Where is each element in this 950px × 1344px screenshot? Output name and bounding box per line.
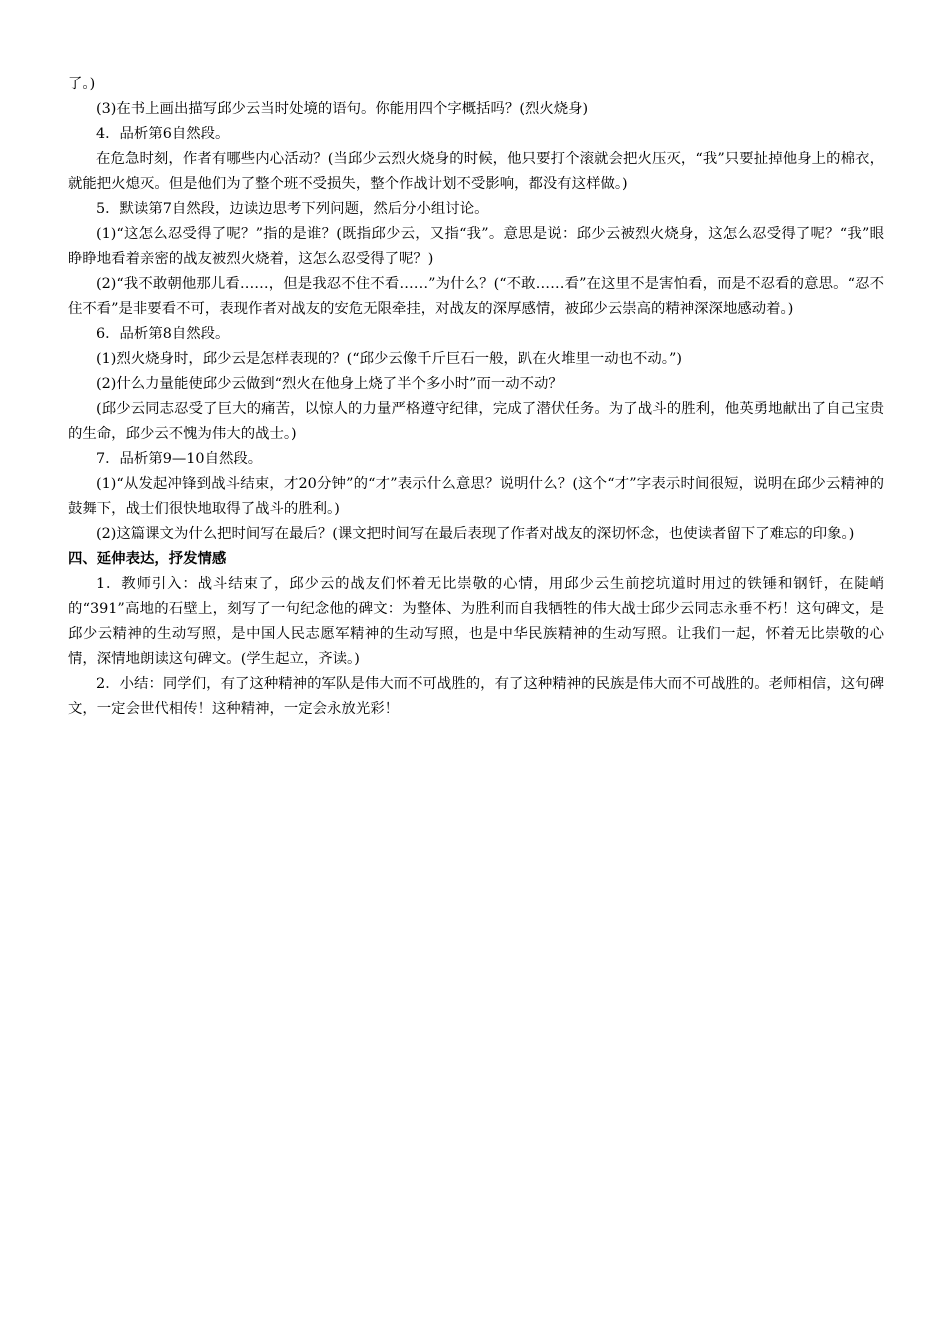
section-6-item: 6．品析第8自然段。: [96, 326, 230, 342]
document-page: [68, 72, 884, 722]
question-1-paragraph: (1)烈火烧身时，邱少云是怎样表现的？(“邱少云像千斤巨石一般，趴在火堆里一动也不动。”): [96, 351, 682, 367]
section-7-item: 7．品析第9—10自然段。: [96, 451, 263, 467]
question-1-paragraph: (1)“这怎么忍受得了呢？”指的是谁？(既指邱少云，又指“我”。意思是说：邱少云被烈火烧身，这怎么忍受得了呢？“我”眼睁睁地看着亲密的战友被烈火烧着，这怎么忍受得了呢？): [68, 226, 884, 267]
question-2-paragraph: (2)什么力量能使邱少云做到“烈火在他身上烧了半个多小时”而一动不动？: [96, 376, 563, 392]
question-1-paragraph: (1)“从发起冲锋到战斗结束，才20分钟”的“才”表示什么意思？说明什么？(这个“才”字表示时间很短，说明在邱少云精神的鼓舞下，战士们很快地取得了战斗的胜利。): [68, 476, 884, 517]
answer-paragraph: (邱少云同志忍受了巨大的痛苦，以惊人的力量严格遵守纪律，完成了潜伏任务。为了战斗的胜利，他英勇地献出了自己宝贵的生命，邱少云不愧为伟大的战士。): [68, 401, 884, 442]
section-5-item: 5．默读第7自然段，边读边思考下列问题，然后分小组讨论。: [96, 201, 489, 217]
question-2-paragraph: (2)这篇课文为什么把时间写在最后？(课文把时间写在最后表现了作者对战友的深切怀念，也使读者留下了难忘的印象。): [96, 526, 855, 542]
summary-paragraph: 2．小结：同学们，有了这种精神的军队是伟大而不可战胜的，有了这种精神的民族是伟大而不可战胜的。老师相信，这句碑文，一定会世代相传！这种精神，一定会永放光彩！: [68, 676, 884, 717]
question-3-paragraph: (3)在书上画出描写邱少云当时处境的语句。你能用四个字概括吗？(烈火烧身): [96, 101, 589, 117]
section-4-item: 4．品析第6自然段。: [96, 126, 230, 142]
question-2-paragraph: (2)“我不敢朝他那儿看……，但是我忍不住不看……”为什么？(“不敢……看”在这里不是害怕看，而是不忍看的意思。“忍不住不看”是非要看不可，表现作者对战友的安危无限牵挂，对战友的深厚感情，被邱少云崇高的精神深深地感动着。): [68, 276, 884, 317]
paragraph: 了。): [68, 76, 96, 92]
paragraph: 在危急时刻，作者有哪些内心活动？(当邱少云烈火烧身的时候，他只要打个滚就会把火压灭，“我”只要扯掉他身上的棉衣，就能把火熄灭。但是他们为了整个班不受损失，整个作战计划不受影响，都没有这样做。): [68, 151, 884, 192]
teacher-intro-paragraph: 1．教师引入：战斗结束了，邱少云的战友们怀着无比崇敬的心情，用邱少云生前挖坑道时用过的铁锤和钢钎，在陡峭的“391”高地的石壁上，刻写了一句纪念他的碑文：为整体、为胜利而自我牺牲的伟大战士邱少云同志永垂不朽！这句碑文，是邱少云精神的生动写照，是中国人民志愿军精神的生动写照，也是中华民族精神的生动写照。让我们一起，怀着无比崇敬的心情，深情地朗读这句碑文。(学生起立，齐读。): [68, 576, 884, 667]
section-heading: 四、延伸表达，抒发情感: [68, 551, 227, 567]
